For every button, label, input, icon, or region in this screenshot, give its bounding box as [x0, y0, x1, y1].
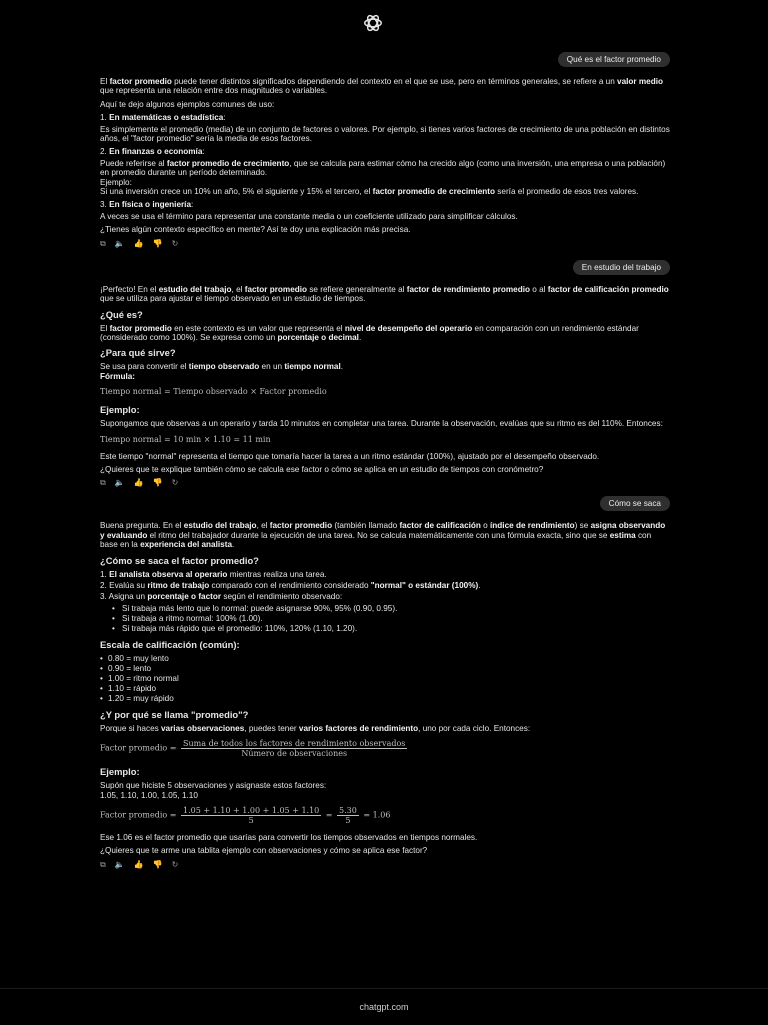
read-aloud-icon[interactable]: 🔈 [114, 859, 125, 869]
paragraph: El factor promedio en este contexto es un valor que representa el nivel de desempeño del operario en comparación con un rendimiento estándar (considerado como 100%). Se expresa como un porcentaje o decimal. [100, 323, 639, 342]
formula: Tiempo normal = 10 min × 1.10 = 11 min [100, 434, 271, 444]
list-item: 1. El analista observa al operario mientras realiza una tarea. [100, 569, 327, 579]
conversation [100, 50, 670, 881]
paragraph: Se usa para convertir el tiempo observado en un tiempo normal. [100, 362, 344, 372]
list-item: 2. Evalúa su ritmo de trabajo comparado con el rendimiento considerado "normal" o estándar (100%). [100, 580, 481, 590]
assistant-message [100, 285, 670, 489]
assistant-message [100, 77, 670, 249]
read-aloud-icon[interactable]: 🔈 [114, 238, 125, 248]
section-heading: ¿Para qué sirve? [100, 347, 176, 359]
formula: Tiempo normal = Tiempo observado × Factor promedio [100, 387, 327, 397]
section-heading: Ejemplo: [100, 404, 140, 416]
paragraph: ¡Perfecto! En el estudio del trabajo, el factor promedio se refiere generalmente al factor de rendimiento promedio o al factor de calificación promedio que se utiliza para ajustar el tiempo observado en un estudio de tiempos. [100, 284, 669, 304]
user-message [100, 52, 670, 67]
paragraph: Supongamos que observas a un operario y tarda 10 minutos en completar una tarea. Durante la observación, evalúas que su ritmo es del 110%. Entonces: [100, 419, 663, 429]
regenerate-icon[interactable]: ↻ [171, 859, 179, 869]
thumbs-up-icon[interactable]: 👍 [133, 859, 144, 869]
paragraph: Porque si haces varias observaciones, puedes tener varios factores de rendimiento, uno por cada ciclo. Entonces: [100, 723, 531, 733]
user-message [100, 260, 670, 275]
bullet-item: • Si trabaja a ritmo normal: 100% (1.00). [112, 614, 670, 624]
copy-icon[interactable]: ⧉ [100, 859, 106, 869]
paragraph: Supón que hiciste 5 observaciones y asignaste estos factores: [100, 781, 327, 791]
user-message [100, 496, 670, 511]
paragraph: Fórmula: [100, 371, 136, 381]
scale-item: • 0.80 = muy lento [100, 654, 670, 664]
paragraph: ¿Quieres que te arme una tablita ejemplo con observaciones y cómo se aplica ese factor? [100, 846, 428, 856]
formula: Factor promedio = $\frac{\text{Suma de todos los factores de rendimiento observados}}{\text{Número de observaciones}}$ [100, 739, 406, 759]
message-actions [100, 478, 670, 488]
section-heading: Ejemplo: [100, 766, 140, 778]
scale-item: • 1.20 = muy rápido [100, 694, 670, 704]
list-item: 3. En física o ingeniería: [100, 200, 194, 210]
list-item-text: Si una inversión crece un 10% un año, 5% el siguiente y 15% el tercero, el factor promedio de crecimiento sería el promedio de esos tres valores. [100, 187, 639, 197]
message-actions [100, 860, 670, 870]
scale-list [100, 654, 670, 704]
paragraph: 1.05, 1.10, 1.00, 1.05, 1.10 [100, 790, 198, 800]
regenerate-icon[interactable]: ↻ [171, 238, 179, 248]
list-item-text: Es simplemente el promedio (media) de un conjunto de factores o valores. Por ejemplo, si tienes varios factores de crecimiento de una población en distintos años, el "factor promedio" sería la media de esos factores. [100, 124, 670, 144]
section-heading: ¿Cómo se saca el factor promedio? [100, 554, 259, 566]
message-actions [100, 239, 670, 249]
user-message-text: Qué es el factor promedio [558, 52, 670, 67]
chatgpt-logo-icon [362, 12, 384, 34]
list-item-text: Puede referirse al factor promedio de crecimiento, que se calcula para estimar cómo ha crecido algo (como una inversión, una empresa o una población) en promedio durante un período determinado. [100, 158, 666, 178]
bullet-list [112, 604, 670, 634]
read-aloud-icon[interactable]: 🔈 [114, 478, 125, 488]
copy-icon[interactable]: ⧉ [100, 478, 106, 488]
scale-item: • 1.00 = ritmo normal [100, 674, 670, 684]
thumbs-up-icon[interactable]: 👍 [133, 478, 144, 488]
bullet-item: • Si trabaja más lento que lo normal: puede asignarse 90%, 95% (0.90, 0.95). [112, 604, 670, 614]
thumbs-down-icon[interactable]: 👎 [152, 238, 163, 248]
list-item: 1. En matemáticas o estadística: [100, 113, 226, 123]
footer-site: chatgpt.com [359, 1002, 409, 1012]
thumbs-up-icon[interactable]: 👍 [133, 238, 144, 248]
formula: Factor promedio = $\frac{1.05 + 1.10 + 1.00 + 1.05 + 1.10}{5}$ = $\frac{5.30}{5}$ = 1.06 [100, 806, 391, 825]
regenerate-icon[interactable]: ↻ [171, 478, 179, 488]
bullet-item: • Si trabaja más rápido que el promedio: 110%, 120% (1.10, 1.20). [112, 624, 670, 634]
section-heading: Escala de calificación (común): [100, 638, 240, 650]
paragraph: Buena pregunta. En el estudio del trabajo, el factor promedio (también llamado factor de calificación o índice de rendimiento) se asigna observando y evaluando el ritmo del trabajador durante la ejecución de una tarea. No se calcula matemáticamente con una fórmula exacta, sino que se estima con base en la experiencia del analista. [100, 521, 666, 550]
paragraph: Este tiempo "normal" representa el tiempo que tomaría hacer la tarea a un ritmo estándar (100%), ajustado por el desempeño observado. [100, 451, 600, 461]
paragraph: Aquí te dejo algunos ejemplos comunes de uso: [100, 99, 275, 109]
list-item-text: A veces se usa el término para representar una constante media o un coeficiente utilizado para simplificar cálculos. [100, 211, 518, 221]
thumbs-down-icon[interactable]: 👎 [152, 859, 163, 869]
paragraph: ¿Quieres que te explique también cómo se calcula ese factor o cómo se aplica en un estudio de tiempos con cronómetro? [100, 464, 544, 474]
paragraph: ¿Tienes algún contexto específico en mente? Así te doy una explicación más precisa. [100, 225, 411, 235]
list-item-text: Ejemplo: [100, 177, 132, 187]
copy-icon[interactable]: ⧉ [100, 238, 106, 248]
scale-item: • 1.10 = rápido [100, 684, 670, 694]
assistant-message [100, 521, 670, 869]
paragraph: Ese 1.06 es el factor promedio que usarías para convertir los tiempos observados en tiempos normales. [100, 833, 478, 842]
section-heading: ¿Y por qué se llama "promedio"? [100, 708, 249, 720]
section-heading: ¿Qué es? [100, 308, 143, 320]
paragraph: El factor promedio puede tener distintos significados dependiendo del contexto en el que se use, pero en términos generales, se refiere a un valor medio que representa una relación entre dos magnitudes o variables. [100, 77, 664, 96]
list-item: 2. En finanzas o economía: [100, 147, 205, 157]
list-item: 3. Asigna un porcentaje o factor según el rendimiento observado: [100, 592, 343, 602]
scale-item: • 0.90 = lento [100, 664, 670, 674]
footer [0, 988, 768, 1025]
user-message-text: Cómo se saca [600, 496, 670, 511]
thumbs-down-icon[interactable]: 👎 [152, 478, 163, 488]
user-message-text: En estudio del trabajo [573, 260, 670, 275]
